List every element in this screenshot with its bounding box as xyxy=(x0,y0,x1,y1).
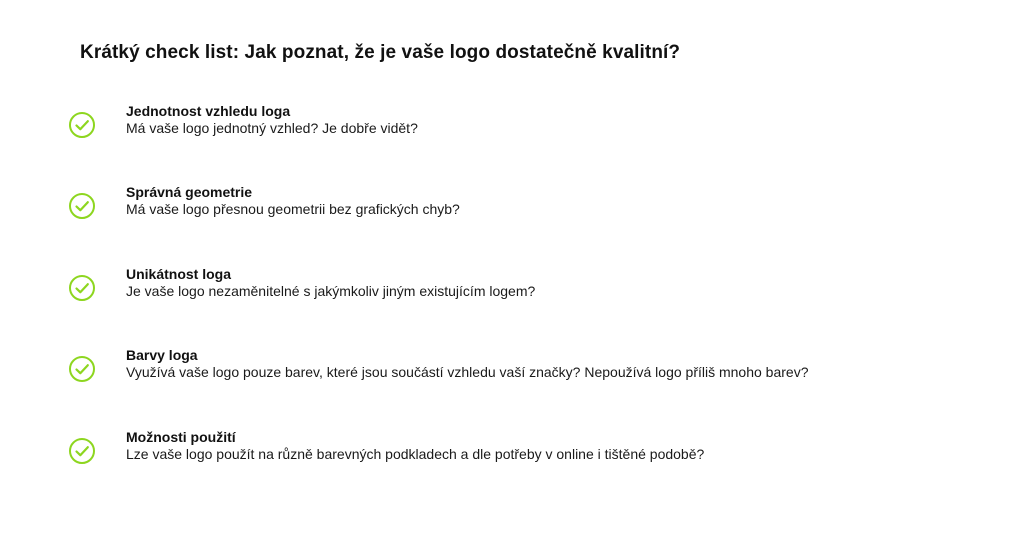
check-circle-icon xyxy=(68,111,96,139)
checklist-item-title: Unikátnost loga xyxy=(126,266,232,282)
checklist-item-description: Využívá vaše logo pouze barev, které jsou součástí vzhledu vaší značky? Nepoužívá logo příliš mnoho barev? xyxy=(126,364,809,380)
checklist-item-description: Má vaše logo přesnou geometrii bez grafických chyb? xyxy=(126,201,460,217)
checklist xyxy=(68,0,968,546)
page-title: Krátký check list: Jak poznat, že je vaše logo dostatečně kvalitní? xyxy=(80,42,681,63)
checklist-item-title: Možnosti použití xyxy=(126,429,236,445)
checklist-item-description: Má vaše logo jednotný vzhled? Je dobře vidět? xyxy=(126,120,418,136)
checklist-item-text xyxy=(126,266,535,300)
checklist-item-text xyxy=(126,184,460,218)
checklist-item xyxy=(68,103,968,155)
check-circle-icon xyxy=(68,437,96,465)
checklist-item-text xyxy=(126,347,809,381)
check-circle-icon xyxy=(68,355,96,383)
checklist-item-title: Správná geometrie xyxy=(126,184,253,200)
checklist-item xyxy=(68,266,968,318)
check-circle-icon xyxy=(68,274,96,302)
checklist-item xyxy=(68,184,968,236)
checklist-item xyxy=(68,347,968,399)
checklist-item xyxy=(68,429,968,481)
checklist-item-description: Lze vaše logo použít na různě barevných podkladech a dle potřeby v online i tištěné podobě? xyxy=(126,446,705,462)
checklist-item-title: Barvy loga xyxy=(126,347,198,363)
checklist-item-text xyxy=(126,429,704,463)
checklist-item-title: Jednotnost vzhledu loga xyxy=(126,103,291,119)
checklist-item-text xyxy=(126,103,418,137)
check-circle-icon xyxy=(68,192,96,220)
checklist-item-description: Je vaše logo nezaměnitelné s jakýmkoliv jiným existujícím logem? xyxy=(126,283,536,299)
